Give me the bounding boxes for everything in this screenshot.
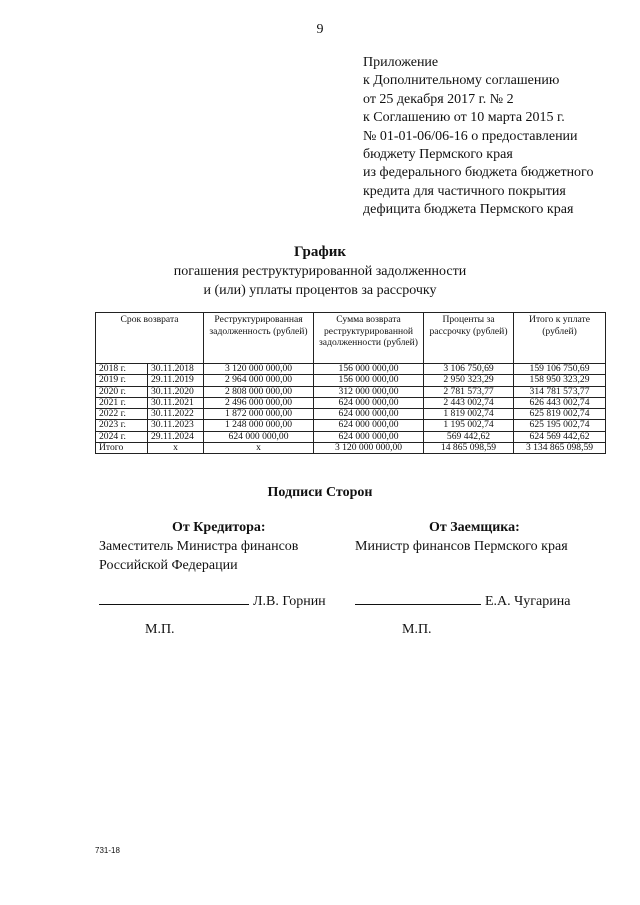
cell-total: 626 443 002,74 bbox=[514, 397, 606, 408]
cell-repayment: 624 000 000,00 bbox=[314, 420, 424, 431]
cell-interest: 569 442,62 bbox=[424, 431, 514, 442]
cell-date: 29.11.2019 bbox=[148, 375, 204, 386]
cell-interest: 2 443 002,74 bbox=[424, 397, 514, 408]
borrower-signature-line bbox=[355, 590, 570, 610]
table-row bbox=[96, 397, 606, 408]
cell-year: 2019 г. bbox=[96, 375, 148, 386]
page-number: 9 bbox=[316, 22, 324, 37]
cell-repayment: 624 000 000,00 bbox=[314, 431, 424, 442]
cell-repayment: 3 120 000 000,00 bbox=[314, 443, 424, 454]
cell-year: 2020 г. bbox=[96, 386, 148, 397]
cell-total: 314 781 573,77 bbox=[514, 386, 606, 397]
creditor-signature-line bbox=[99, 590, 326, 610]
borrower-stamp-mark: М.П. bbox=[402, 622, 432, 637]
annex-header bbox=[363, 54, 593, 220]
annex-line: из федерального бюджета бюджетного bbox=[363, 165, 594, 181]
cell-total: 159 106 750,69 bbox=[514, 364, 606, 375]
table-row bbox=[96, 364, 606, 375]
creditor-name: Л.В. Горнин bbox=[253, 594, 326, 609]
header-total: Итого к уплате (рублей) bbox=[514, 313, 606, 364]
cell-year: 2021 г. bbox=[96, 397, 148, 408]
cell-restructured: 2 808 000 000,00 bbox=[204, 386, 314, 397]
cell-restructured: 624 000 000,00 bbox=[204, 431, 314, 442]
header-term: Срок возврата bbox=[96, 313, 204, 364]
cell-repayment: 624 000 000,00 bbox=[314, 409, 424, 420]
cell-restructured: 2 964 000 000,00 bbox=[204, 375, 314, 386]
borrower-position-line: Министр финансов Пермского края bbox=[355, 539, 568, 554]
subtitle-line: и (или) уплаты процентов за рассрочку bbox=[203, 283, 437, 298]
cell-total: 625 195 002,74 bbox=[514, 420, 606, 431]
creditor-position-line: Российской Федерации bbox=[99, 557, 238, 573]
cell-interest: 1 819 002,74 bbox=[424, 409, 514, 420]
cell-total: 3 134 865 098,59 bbox=[514, 443, 606, 454]
cell-interest: 3 106 750,69 bbox=[424, 364, 514, 375]
cell-interest: 2 781 573,77 bbox=[424, 386, 514, 397]
cell-date: x bbox=[148, 443, 204, 454]
footer-code: 731-18 bbox=[95, 846, 120, 855]
annex-line: № 01-01-06/06-16 о предоставлении bbox=[363, 128, 578, 144]
borrower-heading: От Заемщика: bbox=[429, 520, 520, 535]
cell-interest: 1 195 002,74 bbox=[424, 420, 514, 431]
cell-year: 2022 г. bbox=[96, 409, 148, 420]
signature-underline bbox=[355, 590, 481, 605]
cell-total: 158 950 323,29 bbox=[514, 375, 606, 386]
creditor-position-line: Заместитель Министра финансов bbox=[99, 539, 299, 554]
cell-repayment: 156 000 000,00 bbox=[314, 375, 424, 386]
cell-restructured: 1 872 000 000,00 bbox=[204, 409, 314, 420]
annex-line: к Соглашению от 10 марта 2015 г. bbox=[363, 110, 565, 126]
cell-date: 30.11.2023 bbox=[148, 420, 204, 431]
annex-line: Приложение bbox=[363, 55, 439, 70]
annex-line: бюджету Пермского края bbox=[363, 146, 513, 162]
cell-repayment: 624 000 000,00 bbox=[314, 397, 424, 408]
table-row bbox=[96, 431, 606, 442]
cell-date: 30.11.2022 bbox=[148, 409, 204, 420]
cell-repayment: 156 000 000,00 bbox=[314, 364, 424, 375]
table-row bbox=[96, 386, 606, 397]
cell-year: 2024 г. bbox=[96, 431, 148, 442]
creditor-stamp-mark: М.П. bbox=[145, 622, 175, 637]
header-repayment: Сумма возврата реструктурированной задолженности (рублей) bbox=[314, 313, 424, 364]
cell-interest: 2 950 323,29 bbox=[424, 375, 514, 386]
borrower-name: Е.А. Чугарина bbox=[485, 594, 571, 609]
cell-total: 625 819 002,74 bbox=[514, 409, 606, 420]
cell-date: 30.11.2018 bbox=[148, 364, 204, 375]
cell-interest: 14 865 098,59 bbox=[424, 443, 514, 454]
cell-restructured: 3 120 000 000,00 bbox=[204, 364, 314, 375]
cell-year: 2023 г. bbox=[96, 420, 148, 431]
cell-date: 30.11.2021 bbox=[148, 397, 204, 408]
subtitle-line: погашения реструктурированной задолженности bbox=[173, 264, 467, 279]
table-totals-row bbox=[96, 443, 606, 454]
creditor-heading: От Кредитора: bbox=[172, 520, 266, 535]
annex-line: кредита для частичного покрытия bbox=[363, 183, 566, 199]
cell-restructured: 1 248 000 000,00 bbox=[204, 420, 314, 431]
document-title: График bbox=[293, 244, 347, 260]
creditor-position bbox=[99, 538, 298, 575]
signatures-title: Подписи Сторон bbox=[267, 485, 373, 500]
table-header-row bbox=[96, 313, 606, 364]
document-subtitle bbox=[0, 262, 640, 300]
cell-date: 30.11.2020 bbox=[148, 386, 204, 397]
annex-line: к Дополнительному соглашению bbox=[363, 73, 560, 89]
table-row bbox=[96, 375, 606, 386]
cell-restructured: 2 496 000 000,00 bbox=[204, 397, 314, 408]
annex-line: дефицита бюджета Пермского края bbox=[363, 202, 574, 218]
cell-date: 29.11.2024 bbox=[148, 431, 204, 442]
cell-repayment: 312 000 000,00 bbox=[314, 386, 424, 397]
cell-total: 624 569 442,62 bbox=[514, 431, 606, 442]
header-interest: Проценты за рассрочку (рублей) bbox=[424, 313, 514, 364]
cell-year: 2018 г. bbox=[96, 364, 148, 375]
table-row bbox=[96, 409, 606, 420]
borrower-position bbox=[355, 538, 568, 557]
table-row bbox=[96, 420, 606, 431]
signature-underline bbox=[99, 590, 249, 605]
header-restructured: Реструктурированная задолженность (рублей) bbox=[204, 313, 314, 364]
repayment-schedule-table bbox=[95, 312, 606, 454]
cell-total-label: Итого bbox=[96, 443, 148, 454]
cell-restructured: x bbox=[204, 443, 314, 454]
annex-line: от 25 декабря 2017 г. № 2 bbox=[363, 91, 514, 107]
